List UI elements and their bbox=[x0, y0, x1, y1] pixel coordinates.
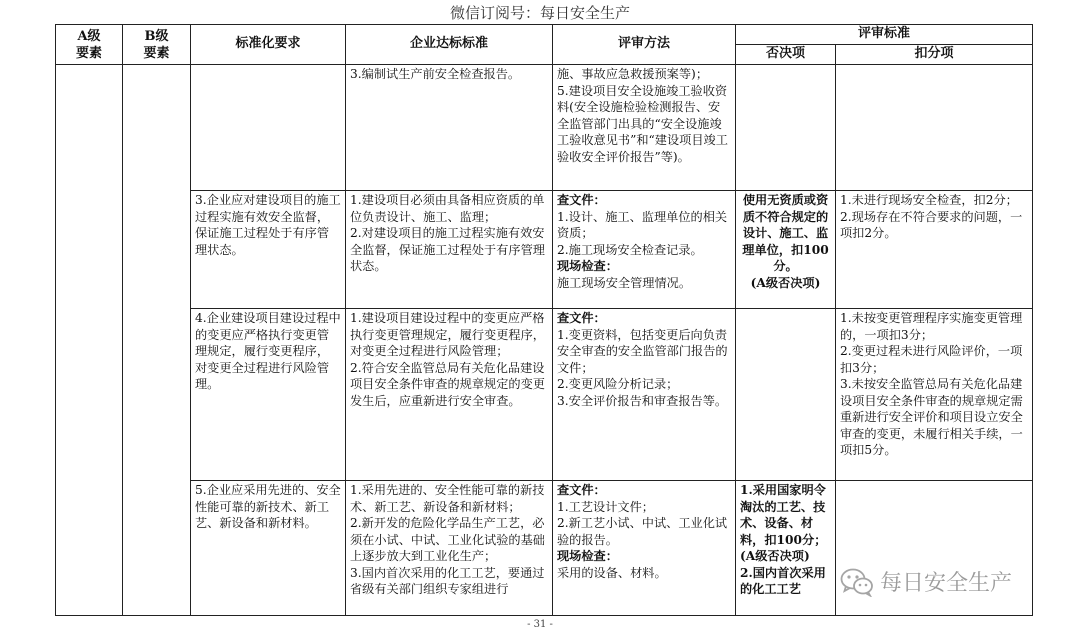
col-header-enterprise-standard: 企业达标标准 bbox=[346, 25, 553, 65]
page-number: - 31 - bbox=[527, 619, 553, 630]
review-method-cell: 施、事故应急救援预案等)； 5.建设项目安全设施竣工验收资料(安全设施检验检测报告、安全监管部门出具的“安全设施竣工验收意见书”和“建设项目竣工验收安全评价报告”等)。 bbox=[553, 65, 736, 191]
method-heading-site-check: 现场检查： bbox=[557, 549, 618, 563]
veto-cell bbox=[736, 65, 836, 191]
method-heading-site-check: 现场检查： bbox=[557, 259, 618, 273]
requirement-cell: 3.企业应对建设项目的施工过程实施有效安全监督，保证施工过程处于有序管理状态。 bbox=[191, 191, 346, 309]
deduct-cell bbox=[836, 65, 1033, 191]
wechat-icon bbox=[840, 567, 874, 597]
deduct-cell: 1.未按变更管理程序实施变更管理的，一项扣3分； 2.变更过程未进行风险评价，一项扣3分； 3.未按安全监管总局有关危化品建设项目安全条件审查的规章规定需重新进行安全评价和项目设立安全审查的变更，未履行相关手续，一项扣5分。 bbox=[836, 309, 1033, 481]
col-header-standard-requirement: 标准化要求 bbox=[191, 25, 346, 65]
review-method-cell bbox=[553, 481, 736, 616]
veto-cell bbox=[736, 309, 836, 481]
review-method-cell bbox=[553, 191, 736, 309]
table-row bbox=[56, 309, 1033, 481]
enterprise-standard-cell: 1.采用先进的、安全性能可靠的新技术、新工艺、新设备和新材料； 2.新开发的危险化学品生产工艺，必须在小试、中试、工业化试验的基础上逐步放大到工业化生产； 3.国内首次采用的化工工艺，要通过省级有关部门组织专家组进行 bbox=[346, 481, 553, 616]
method-heading-documents: 查文件： bbox=[557, 193, 606, 207]
table-row bbox=[56, 191, 1033, 309]
enterprise-standard-cell: 3.编制试生产前安全检查报告。 bbox=[346, 65, 553, 191]
col-header-b-level: B级 要素 bbox=[123, 25, 191, 65]
method-heading-documents: 查文件： bbox=[557, 311, 606, 325]
col-header-review-method: 评审方法 bbox=[553, 25, 736, 65]
method-documents-list: 1.工艺设计文件； 2.新工艺小试、中试、工业化试验的报告。 bbox=[557, 499, 728, 547]
method-documents-list: 1.变更资料，包括变更后向负责安全审查的安全监管部门报告的文件； 2.变更风险分析记录； 3.安全评价报告和审查报告等。 bbox=[557, 327, 728, 408]
requirement-cell bbox=[191, 65, 346, 191]
col-header-a-level: A级 要素 bbox=[56, 25, 123, 65]
method-site-check-list: 采用的设备、材料。 bbox=[557, 565, 667, 580]
requirement-cell: 5.企业应采用先进的、安全性能可靠的新技术、新工艺、新设备和新材料。 bbox=[191, 481, 346, 616]
deduct-cell: 1.未进行现场安全检查，扣2分； 2.现场存在不符合要求的问题，一项扣2分。 bbox=[836, 191, 1033, 309]
watermark-text: 每日安全生产 bbox=[880, 571, 1013, 596]
method-heading-documents: 查文件： bbox=[557, 483, 606, 497]
review-method-cell bbox=[553, 309, 736, 481]
enterprise-standard-cell: 1.建设项目必须由具备相应资质的单位负责设计、施工、监理； 2.对建设项目的施工过程实施有效安全监督，保证施工过程处于有序管理状态。 bbox=[346, 191, 553, 309]
standard-table bbox=[55, 24, 1033, 616]
method-site-check-list: 施工现场安全管理情况。 bbox=[557, 275, 692, 290]
table-row bbox=[56, 65, 1033, 191]
page-header-title: 微信订阅号：每日安全生产 bbox=[449, 4, 630, 22]
method-documents-list: 1.设计、施工、监理单位的相关资质； 2.施工现场安全检查记录。 bbox=[557, 209, 728, 257]
veto-cell: 使用无资质或资质不符合规定的设计、施工、监理单位，扣100分。 (A级否决项) bbox=[736, 191, 836, 309]
col-header-review-criteria: 评审标准 bbox=[736, 25, 1033, 45]
a-level-cell bbox=[56, 65, 123, 616]
veto-cell: 1.采用国家明令淘汰的工艺、技术、设备、材料，扣100分； (A级否决项) 2.国内首次采用的化工工艺 bbox=[736, 481, 836, 616]
b-level-cell bbox=[123, 65, 191, 616]
col-header-veto: 否决项 bbox=[736, 45, 836, 65]
enterprise-standard-cell: 1.建设项目建设过程中的变更应严格执行变更管理规定，履行变更程序，对变更全过程进行风险管理； 2.符合安全监管总局有关危化品建设项目安全条件审查的规章规定的变更发生后，应重新进行安全审查。 bbox=[346, 309, 553, 481]
col-header-deduct: 扣分项 bbox=[836, 45, 1033, 65]
watermark bbox=[840, 566, 1012, 597]
requirement-cell: 4.企业建设项目建设过程中的变更应严格执行变更管理规定，履行变更程序，对变更全过程进行风险管理。 bbox=[191, 309, 346, 481]
